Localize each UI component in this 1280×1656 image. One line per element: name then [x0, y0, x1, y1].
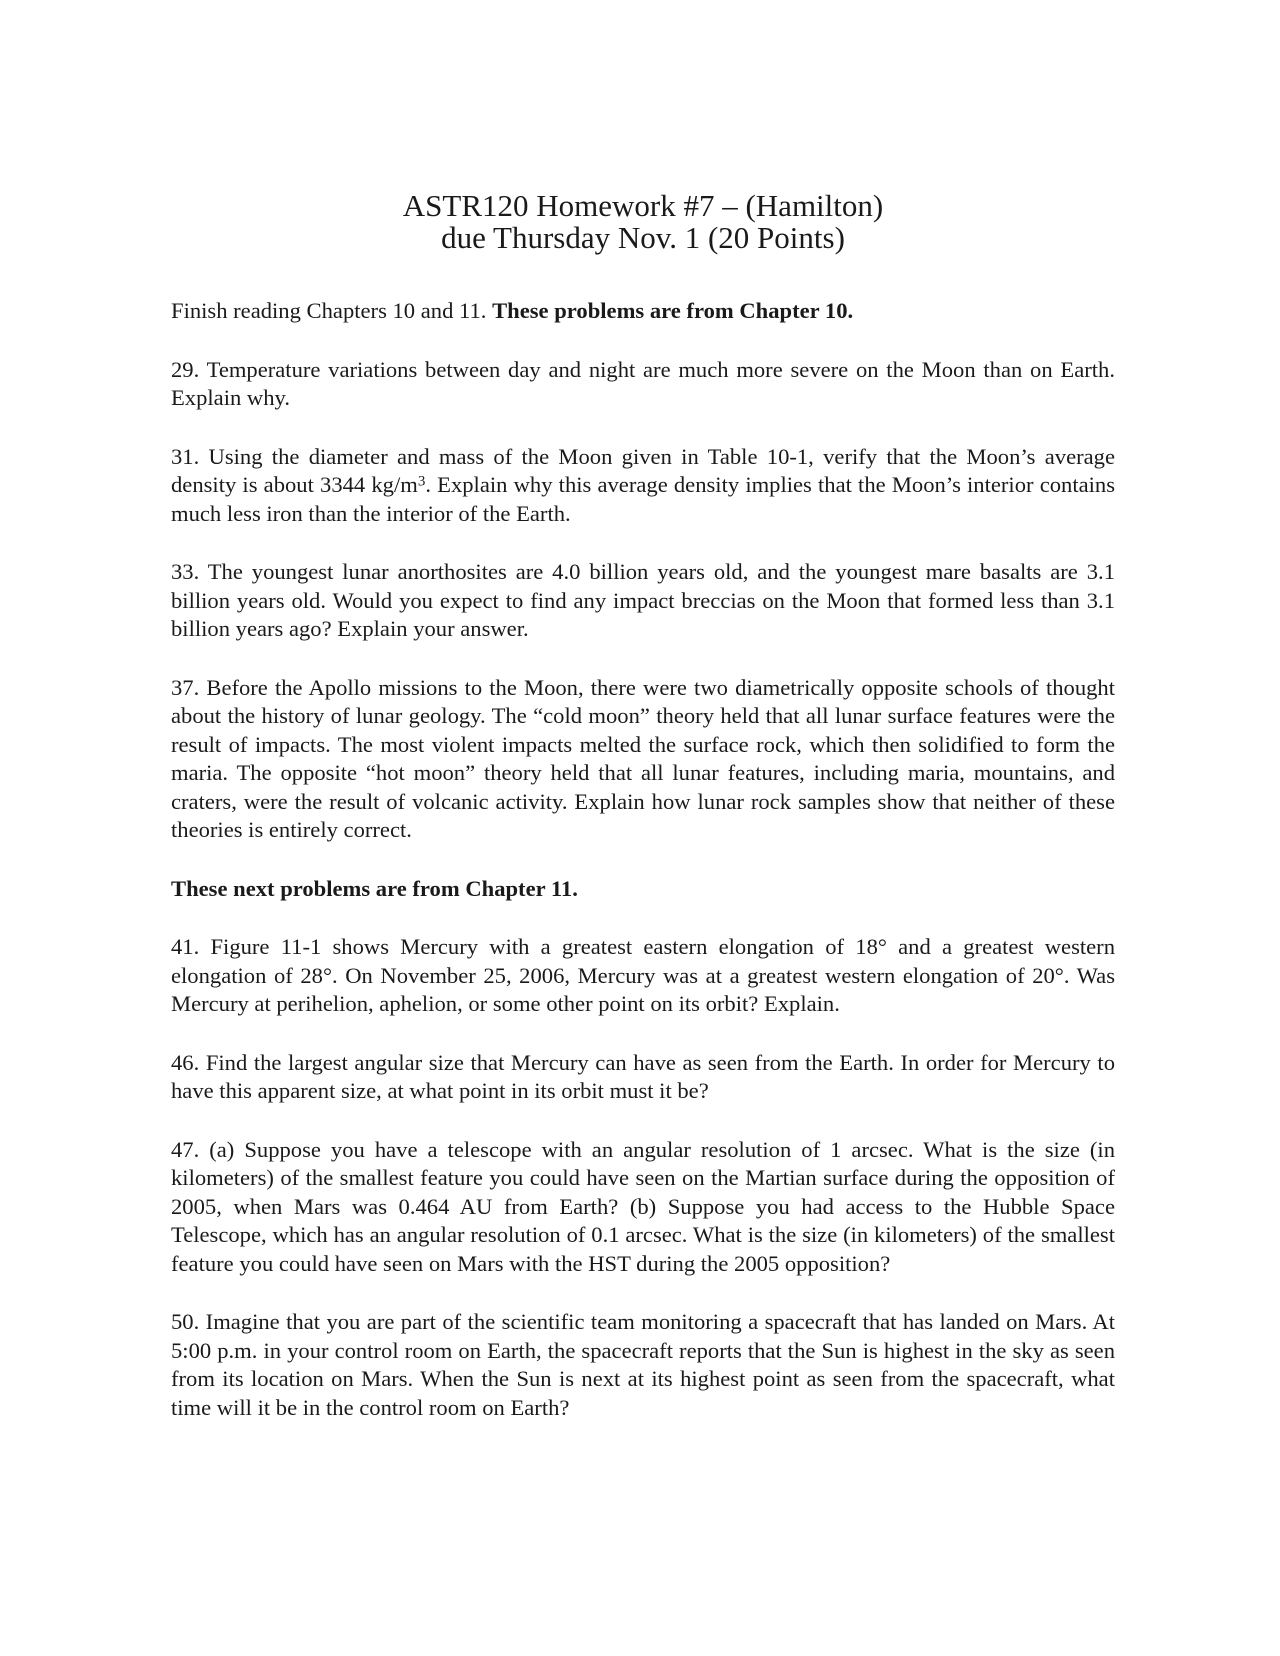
problem-50	[171, 1308, 1115, 1422]
problem-text-continued: . Explain why this average density implies that the Moon’s interior contains much less iron than the interior of the Earth.	[171, 472, 1115, 526]
title-line-1: ASTR120 Homework #7 – (Hamilton)	[402, 188, 884, 223]
page-title	[171, 190, 1115, 254]
problem-33	[171, 558, 1115, 644]
intro-paragraph	[171, 297, 1115, 326]
problem-text: 31. Using the diameter and mass of the Moon given in Table 10-1, verify that the Moon’s average density is about 3344 kg/m	[171, 443, 1115, 497]
problem-text: 46. Find the largest angular size that Mercury can have as seen from the Earth. In order for Mercury to have this apparent size, at what point in its orbit must it be?	[171, 1049, 1115, 1103]
chapter-10-heading: These problems are from Chapter 10.	[492, 298, 854, 323]
superscript: 3	[417, 473, 426, 490]
problem-text: 29. Temperature variations between day and night are much more severe on the Moon than on Earth. Explain why.	[171, 356, 1115, 410]
problem-text: 47. (a) Suppose you have a telescope with an angular resolution of 1 arcsec. What is the size (in kilometers) of the smallest feature you could have seen on the Martian surface during the opposition of 2005, when Mars was 0.464 AU from Earth? (b) Suppose you had access to the Hubble Space Telescope, which has an angular resolution of 0.1 arcsec. What is the size (in kilometers) of the smallest feature you could have seen on Mars with the HST during the 2005 opposition?	[171, 1136, 1115, 1276]
intro-text: Finish reading Chapters 10 and 11.	[171, 298, 487, 323]
problem-41	[171, 933, 1115, 1019]
problem-31	[171, 443, 1115, 529]
problem-text: 41. Figure 11-1 shows Mercury with a greatest eastern elongation of 18° and a greatest western elongation of 28°. On November 25, 2006, Mercury was at a greatest western elongation of 20°. Was Mercury at perihelion, aphelion, or some other point on its orbit? Explain.	[171, 934, 1115, 1016]
problem-47	[171, 1136, 1115, 1279]
section-heading: These next problems are from Chapter 11.	[171, 875, 578, 901]
problem-29	[171, 356, 1115, 413]
problem-text: 33. The youngest lunar anorthosites are 4.0 billion years old, and the youngest mare basalts are 3.1 billion years old. Would you expect to find any impact breccias on the Moon that formed less than 3.1 billion years ago? Explain your answer.	[171, 559, 1115, 641]
problem-text: 50. Imagine that you are part of the scientific team monitoring a spacecraft that has landed on Mars. At 5:00 p.m. in your control room on Earth, the spacecraft reports that the Sun is highest in the sky as seen from its location on Mars. When the Sun is next at its highest point as seen from the spacecraft, what time will it be in the control room on Earth?	[171, 1309, 1115, 1420]
problem-text: 37. Before the Apollo missions to the Moon, there were two diametrically opposite schools of thought about the history of lunar geology. The “cold moon” theory held that all lunar surface features were the result of impacts. The most violent impacts melted the surface rock, which then solidified to form the maria. The opposite “hot moon” theory held that all lunar features, including maria, mountains, and craters, were the result of volcanic activity. Explain how lunar rock samples show that neither of these theories is entirely correct.	[171, 674, 1115, 842]
body-content	[171, 297, 1115, 1452]
problem-46	[171, 1049, 1115, 1106]
problem-37	[171, 674, 1115, 845]
chapter-11-heading	[171, 875, 1115, 904]
title-line-2: due Thursday Nov. 1 (20 Points)	[441, 220, 845, 255]
